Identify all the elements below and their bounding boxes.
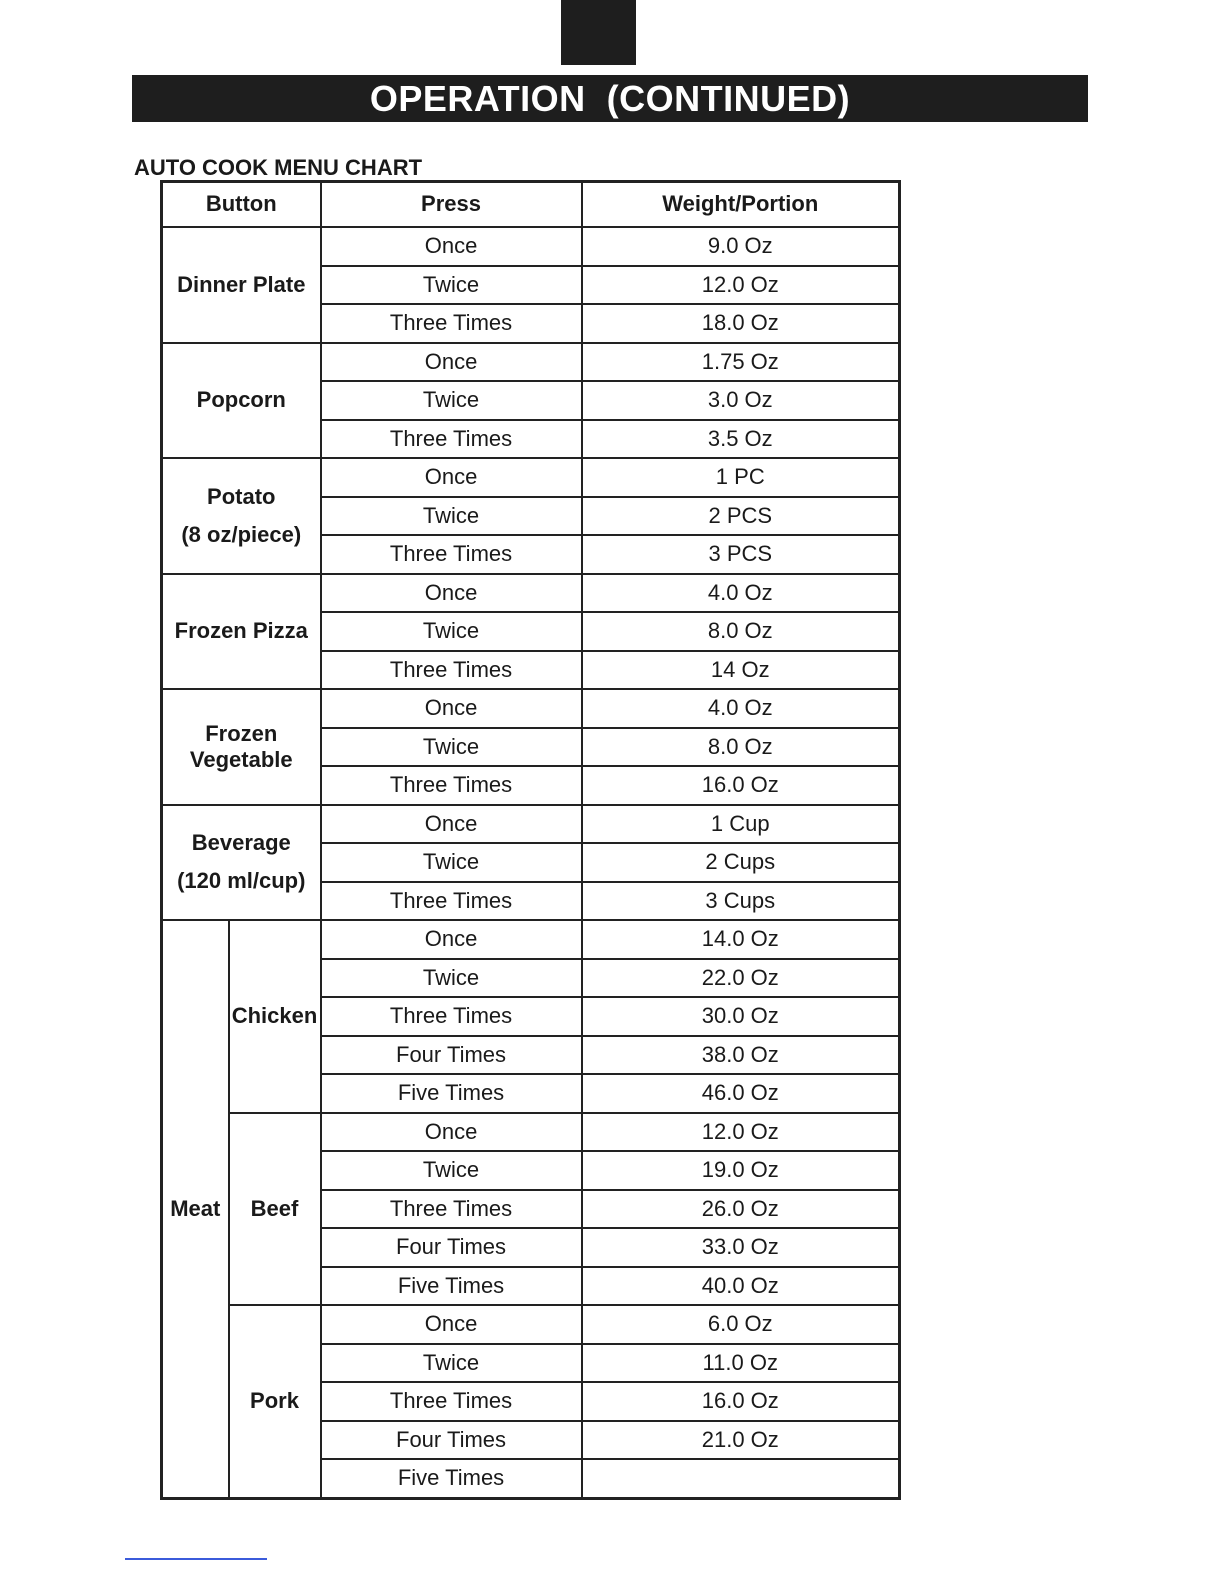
press-cell: Twice <box>321 728 582 767</box>
weight-cell: 26.0 Oz <box>582 1190 900 1229</box>
weight-cell: 18.0 Oz <box>582 304 900 343</box>
weight-cell: 38.0 Oz <box>582 1036 900 1075</box>
page-title: OPERATION (CONTINUED) <box>132 75 1088 122</box>
weight-cell: 3 PCS <box>582 535 900 574</box>
weight-cell: 6.0 Oz <box>582 1305 900 1344</box>
press-cell: Once <box>321 343 582 382</box>
column-header-press: Press <box>321 182 582 228</box>
press-cell: Three Times <box>321 997 582 1036</box>
press-cell: Twice <box>321 959 582 998</box>
press-cell: Twice <box>321 497 582 536</box>
table-row <box>162 343 900 382</box>
weight-cell: 3.0 Oz <box>582 381 900 420</box>
weight-cell: 40.0 Oz <box>582 1267 900 1306</box>
button-cell <box>162 227 321 343</box>
button-label: Dinner Plate <box>177 271 306 297</box>
weight-cell: 22.0 Oz <box>582 959 900 998</box>
button-label: (120 ml/cup) <box>177 868 306 894</box>
press-cell: Twice <box>321 266 582 305</box>
press-cell: Once <box>321 574 582 613</box>
press-cell: Three Times <box>321 651 582 690</box>
press-cell: Twice <box>321 381 582 420</box>
button-label: (8 oz/piece) <box>181 521 302 547</box>
weight-cell: 19.0 Oz <box>582 1151 900 1190</box>
press-cell: Three Times <box>321 420 582 459</box>
meat-subgroup-label: Pork <box>229 1305 321 1498</box>
press-cell: Four Times <box>321 1421 582 1460</box>
table-row <box>162 689 900 728</box>
press-cell: Five Times <box>321 1267 582 1306</box>
weight-cell: 33.0 Oz <box>582 1228 900 1267</box>
press-cell: Three Times <box>321 1190 582 1229</box>
press-cell: Once <box>321 1113 582 1152</box>
table-row <box>162 920 900 959</box>
weight-cell: 1 Cup <box>582 805 900 844</box>
meat-subgroup-label: Beef <box>229 1113 321 1306</box>
page-tab-marker <box>561 0 636 65</box>
weight-cell: 12.0 Oz <box>582 266 900 305</box>
weight-cell: 2 Cups <box>582 843 900 882</box>
table-body <box>162 227 900 1498</box>
weight-cell: 12.0 Oz <box>582 1113 900 1152</box>
button-cell <box>162 805 321 921</box>
press-cell: Once <box>321 227 582 266</box>
weight-cell: 1 PC <box>582 458 900 497</box>
button-cell <box>162 343 321 459</box>
weight-cell: 3.5 Oz <box>582 420 900 459</box>
chart-heading: AUTO COOK MENU CHART <box>134 155 423 180</box>
button-label: Frozen <box>205 720 278 746</box>
press-cell: Twice <box>321 1151 582 1190</box>
weight-cell: 16.0 Oz <box>582 1382 900 1421</box>
weight-cell: 9.0 Oz <box>582 227 900 266</box>
button-cell <box>162 689 321 805</box>
weight-cell: 1.75 Oz <box>582 343 900 382</box>
weight-cell: 46.0 Oz <box>582 1074 900 1113</box>
press-cell: Five Times <box>321 1459 582 1498</box>
button-label: Potato <box>207 483 276 509</box>
press-cell: Four Times <box>321 1228 582 1267</box>
press-cell: Twice <box>321 612 582 651</box>
button-label: Popcorn <box>196 387 286 413</box>
table-row <box>162 227 900 266</box>
table-row <box>162 574 900 613</box>
button-label: Beverage <box>191 830 291 856</box>
press-cell: Once <box>321 689 582 728</box>
press-cell: Twice <box>321 1344 582 1383</box>
weight-cell: 30.0 Oz <box>582 997 900 1036</box>
weight-cell <box>582 1459 900 1498</box>
button-label: Vegetable <box>189 746 293 772</box>
press-cell: Three Times <box>321 1382 582 1421</box>
press-cell: Five Times <box>321 1074 582 1113</box>
meat-subgroup-label: Chicken <box>229 920 321 1113</box>
table-row <box>162 1113 900 1152</box>
weight-cell: 3 Cups <box>582 882 900 921</box>
column-header-button: Button <box>162 182 321 228</box>
weight-cell: 11.0 Oz <box>582 1344 900 1383</box>
button-cell <box>162 458 321 574</box>
weight-cell: 21.0 Oz <box>582 1421 900 1460</box>
weight-cell: 2 PCS <box>582 497 900 536</box>
press-cell: Twice <box>321 843 582 882</box>
column-header-weight: Weight/Portion <box>582 182 900 228</box>
press-cell: Four Times <box>321 1036 582 1075</box>
press-cell: Once <box>321 458 582 497</box>
press-cell: Three Times <box>321 766 582 805</box>
table-header-row <box>162 182 900 228</box>
weight-cell: 16.0 Oz <box>582 766 900 805</box>
table-row <box>162 458 900 497</box>
auto-cook-table <box>160 180 901 1500</box>
meat-label: Meat <box>162 920 229 1498</box>
button-label: Frozen Pizza <box>174 618 308 644</box>
weight-cell: 8.0 Oz <box>582 612 900 651</box>
button-cell <box>162 574 321 690</box>
press-cell: Three Times <box>321 882 582 921</box>
press-cell: Three Times <box>321 535 582 574</box>
press-cell: Once <box>321 805 582 844</box>
footer-divider <box>125 1558 267 1560</box>
weight-cell: 8.0 Oz <box>582 728 900 767</box>
weight-cell: 14.0 Oz <box>582 920 900 959</box>
press-cell: Three Times <box>321 304 582 343</box>
table-row <box>162 805 900 844</box>
table-row <box>162 1305 900 1344</box>
weight-cell: 4.0 Oz <box>582 689 900 728</box>
press-cell: Once <box>321 1305 582 1344</box>
weight-cell: 14 Oz <box>582 651 900 690</box>
press-cell: Once <box>321 920 582 959</box>
weight-cell: 4.0 Oz <box>582 574 900 613</box>
